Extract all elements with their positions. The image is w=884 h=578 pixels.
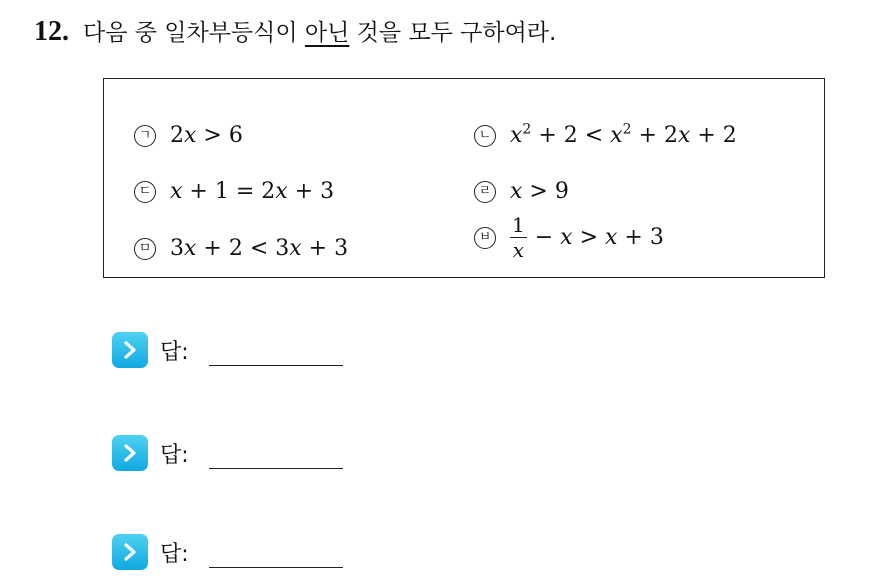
fraction-denominator: x [512,238,524,262]
chevron-right-icon [112,435,148,471]
answer-blank[interactable] [209,365,343,366]
question-text-after: 것을 모두 구하여라. [349,20,557,46]
choice-marker: ㅂ [474,227,496,249]
question-text-underlined: 아닌 [304,20,350,46]
chevron-right-icon [112,332,148,368]
question-text [83,14,556,47]
question-header [34,14,556,48]
question-number: 12. [34,16,69,47]
choice-marker: ㄱ [134,125,156,147]
choices-box [103,78,825,278]
choice-2 [474,123,737,148]
choice-marker: ㄹ [474,181,496,203]
answer-label: 답: [160,442,189,468]
answer-row-2 [112,435,343,471]
fraction [510,215,527,260]
choice-expression: x > 9 [510,179,569,204]
answer-blank[interactable] [209,468,343,469]
choice-5 [134,236,348,261]
answer-label: 답: [160,339,189,365]
chevron-right-icon [112,534,148,570]
answer-row-1 [112,332,343,368]
choice-expression: x + 1 = 2x + 3 [170,179,335,204]
choice-expression: − x > x + 3 [534,225,664,250]
answer-row-3 [112,534,343,570]
choice-marker: ㄷ [134,181,156,203]
answer-blank[interactable] [209,567,343,568]
choice-1 [134,123,243,148]
choice-marker: ㅁ [134,238,156,260]
choice-expression: 2x > 6 [170,123,243,148]
choice-6 [474,215,664,260]
question-text-before: 다음 중 일차부등식이 [83,20,305,46]
answer-label: 답: [160,541,189,567]
choice-3 [134,179,334,204]
choice-expression: 3x + 2 < 3x + 3 [170,236,349,261]
choice-marker: ㄴ [474,125,496,147]
choice-expression: $x^2 + 2 < x^2 + 2x + 2$ [510,121,737,148]
choice-4 [474,179,569,204]
fraction-numerator: 1 [512,213,525,237]
